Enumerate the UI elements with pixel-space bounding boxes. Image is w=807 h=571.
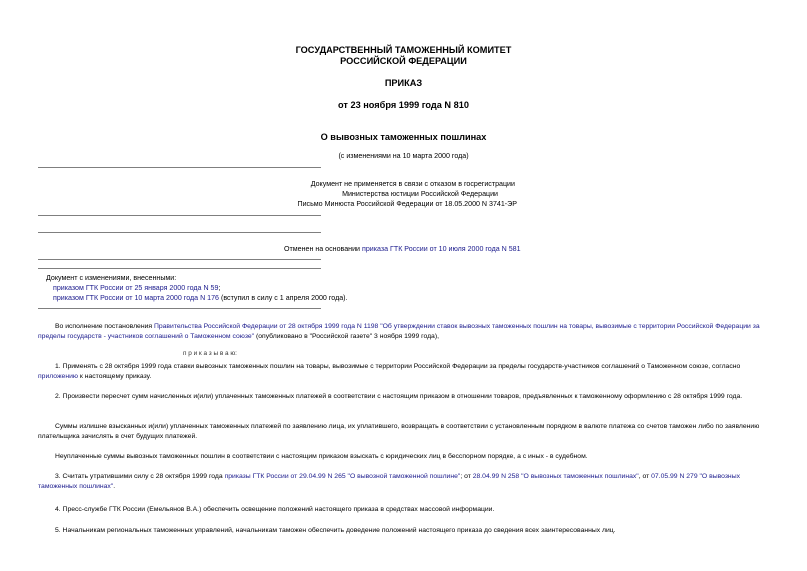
cancel-notice: [284, 245, 521, 254]
cancel-order-link[interactable]: приказа ГТК России от 10 июля 2000 года N 581: [361, 245, 521, 253]
divider: [38, 167, 321, 168]
divider: [38, 232, 321, 233]
intro-paragraph: [38, 322, 770, 342]
document-title: О вывозных таможенных пошлинах: [320, 132, 487, 142]
item-1: [38, 362, 768, 382]
divider: [38, 308, 321, 309]
order-59-link[interactable]: приказом ГТК России от 25 января 2000 года N 59: [53, 284, 219, 292]
order-279-link[interactable]: 07.05.99 N 279 "О вывозных таможенных пошлинах": [38, 473, 740, 490]
notice-line3: Письмо Минюста Российской Федерации от 18.05.2000 N 3741-ЭР: [297, 200, 517, 208]
item-3-sep-1: ; от: [460, 473, 473, 480]
item-3-text: 3. Считать утратившими силу с 28 октября 1999 года: [55, 473, 225, 480]
divider: [38, 215, 321, 216]
changes-item-2-suffix: (вступил в силу с 1 апреля 2000 года).: [219, 294, 348, 302]
item-4: 4. Пресс-службе ГТК России (Емельянов В.А.) обеспечить освещение положений настоящего приказа в средствах массовой информации.: [55, 506, 495, 513]
divider: [38, 268, 321, 269]
order-265-link[interactable]: приказы ГТК России от 29.04.99 N 265 "О вывозной таможенной пошлине": [224, 473, 461, 480]
item-3: [38, 472, 768, 492]
changes-item-1: [53, 284, 220, 293]
org-name-line1: ГОСУДАРСТВЕННЫЙ ТАМОЖЕННЫЙ КОМИТЕТ: [295, 45, 512, 55]
amendment-note: (с изменениями на 10 марта 2000 года): [338, 152, 469, 160]
item-2: 2. Произвести пересчет сумм начисленных и(или) уплаченных таможенных платежей в соответствии с настоящим приказом в отношении товаров, предъявленных к таможенному оформлению с 28 октября 1999 года.: [55, 393, 743, 400]
changes-heading: Документ с изменениями, внесенными:: [46, 274, 177, 282]
order-word: п р и к а з ы в а ю:: [183, 350, 237, 357]
item-2-unpaid: Неуплаченные суммы вывозных таможенных пошлин в соответствии с настоящим приказом взыскать с юридических лиц в бесспорном порядке, а с иных - в судебном.: [55, 453, 588, 460]
item-2-refund: Суммы излишне взысканных и(или) уплаченных таможенных платежей по заявлению лица, их уплатившего, возвращать в соответствии с установленным порядком в валюте платежа со счетов таможен либо по заявлению плательщика зачислять в счет будущих платежей.: [38, 423, 760, 440]
order-258-link[interactable]: 28.04.99 N 258 "О вывозных таможенных пошлинах": [472, 473, 639, 480]
intro-prefix: Во исполнение постановления: [55, 323, 154, 330]
cancel-prefix: Отменен на основании: [284, 245, 362, 253]
appendix-link[interactable]: приложению: [38, 373, 78, 380]
notice-line2: Министерства юстиции Российской Федерации: [342, 190, 498, 198]
org-name-line2: РОССИЙСКОЙ ФЕДЕРАЦИИ: [340, 56, 467, 66]
intro-suffix: (опубликовано в "Российской газете" 3 ноября 1999 года),: [254, 333, 439, 340]
government-decree-link[interactable]: Правительства Российской Федерации от 28 октября 1999 года N 1198 "Об утверждении ставок вывозных таможенных пошлин на товары, вывозимые с территории Российской Федерации за пределы государств - участников соглашений о Таможенном союзе": [38, 323, 760, 340]
item-5: 5. Начальникам региональных таможенных управлений, начальникам таможен обеспечить доведение положений настоящего приказа до сведения всех заинтересованных лиц.: [55, 527, 616, 534]
changes-item-1-suffix: ;: [218, 284, 221, 292]
divider: [38, 259, 321, 260]
item-1-text: 1. Применять с 28 октября 1999 года ставки вывозных таможенных пошлин на товары, вывозимые с территории Российской Федерации за пределы государств-участников соглашений о Таможенном союзе, согласно: [55, 363, 741, 370]
document-date: от 23 ноября 1999 года N 810: [338, 100, 469, 110]
item-1-suffix: к настоящему приказу.: [77, 373, 152, 380]
order-176-link[interactable]: приказом ГТК России от 10 марта 2000 года N 176: [53, 294, 219, 302]
item-3-end: .: [113, 483, 116, 490]
changes-item-2: [53, 294, 347, 303]
item-3-sep-2: , от: [638, 473, 652, 480]
notice-line1: Документ не применяется в связи с отказом в госрегистрации: [310, 180, 515, 188]
document-type: ПРИКАЗ: [384, 78, 423, 88]
